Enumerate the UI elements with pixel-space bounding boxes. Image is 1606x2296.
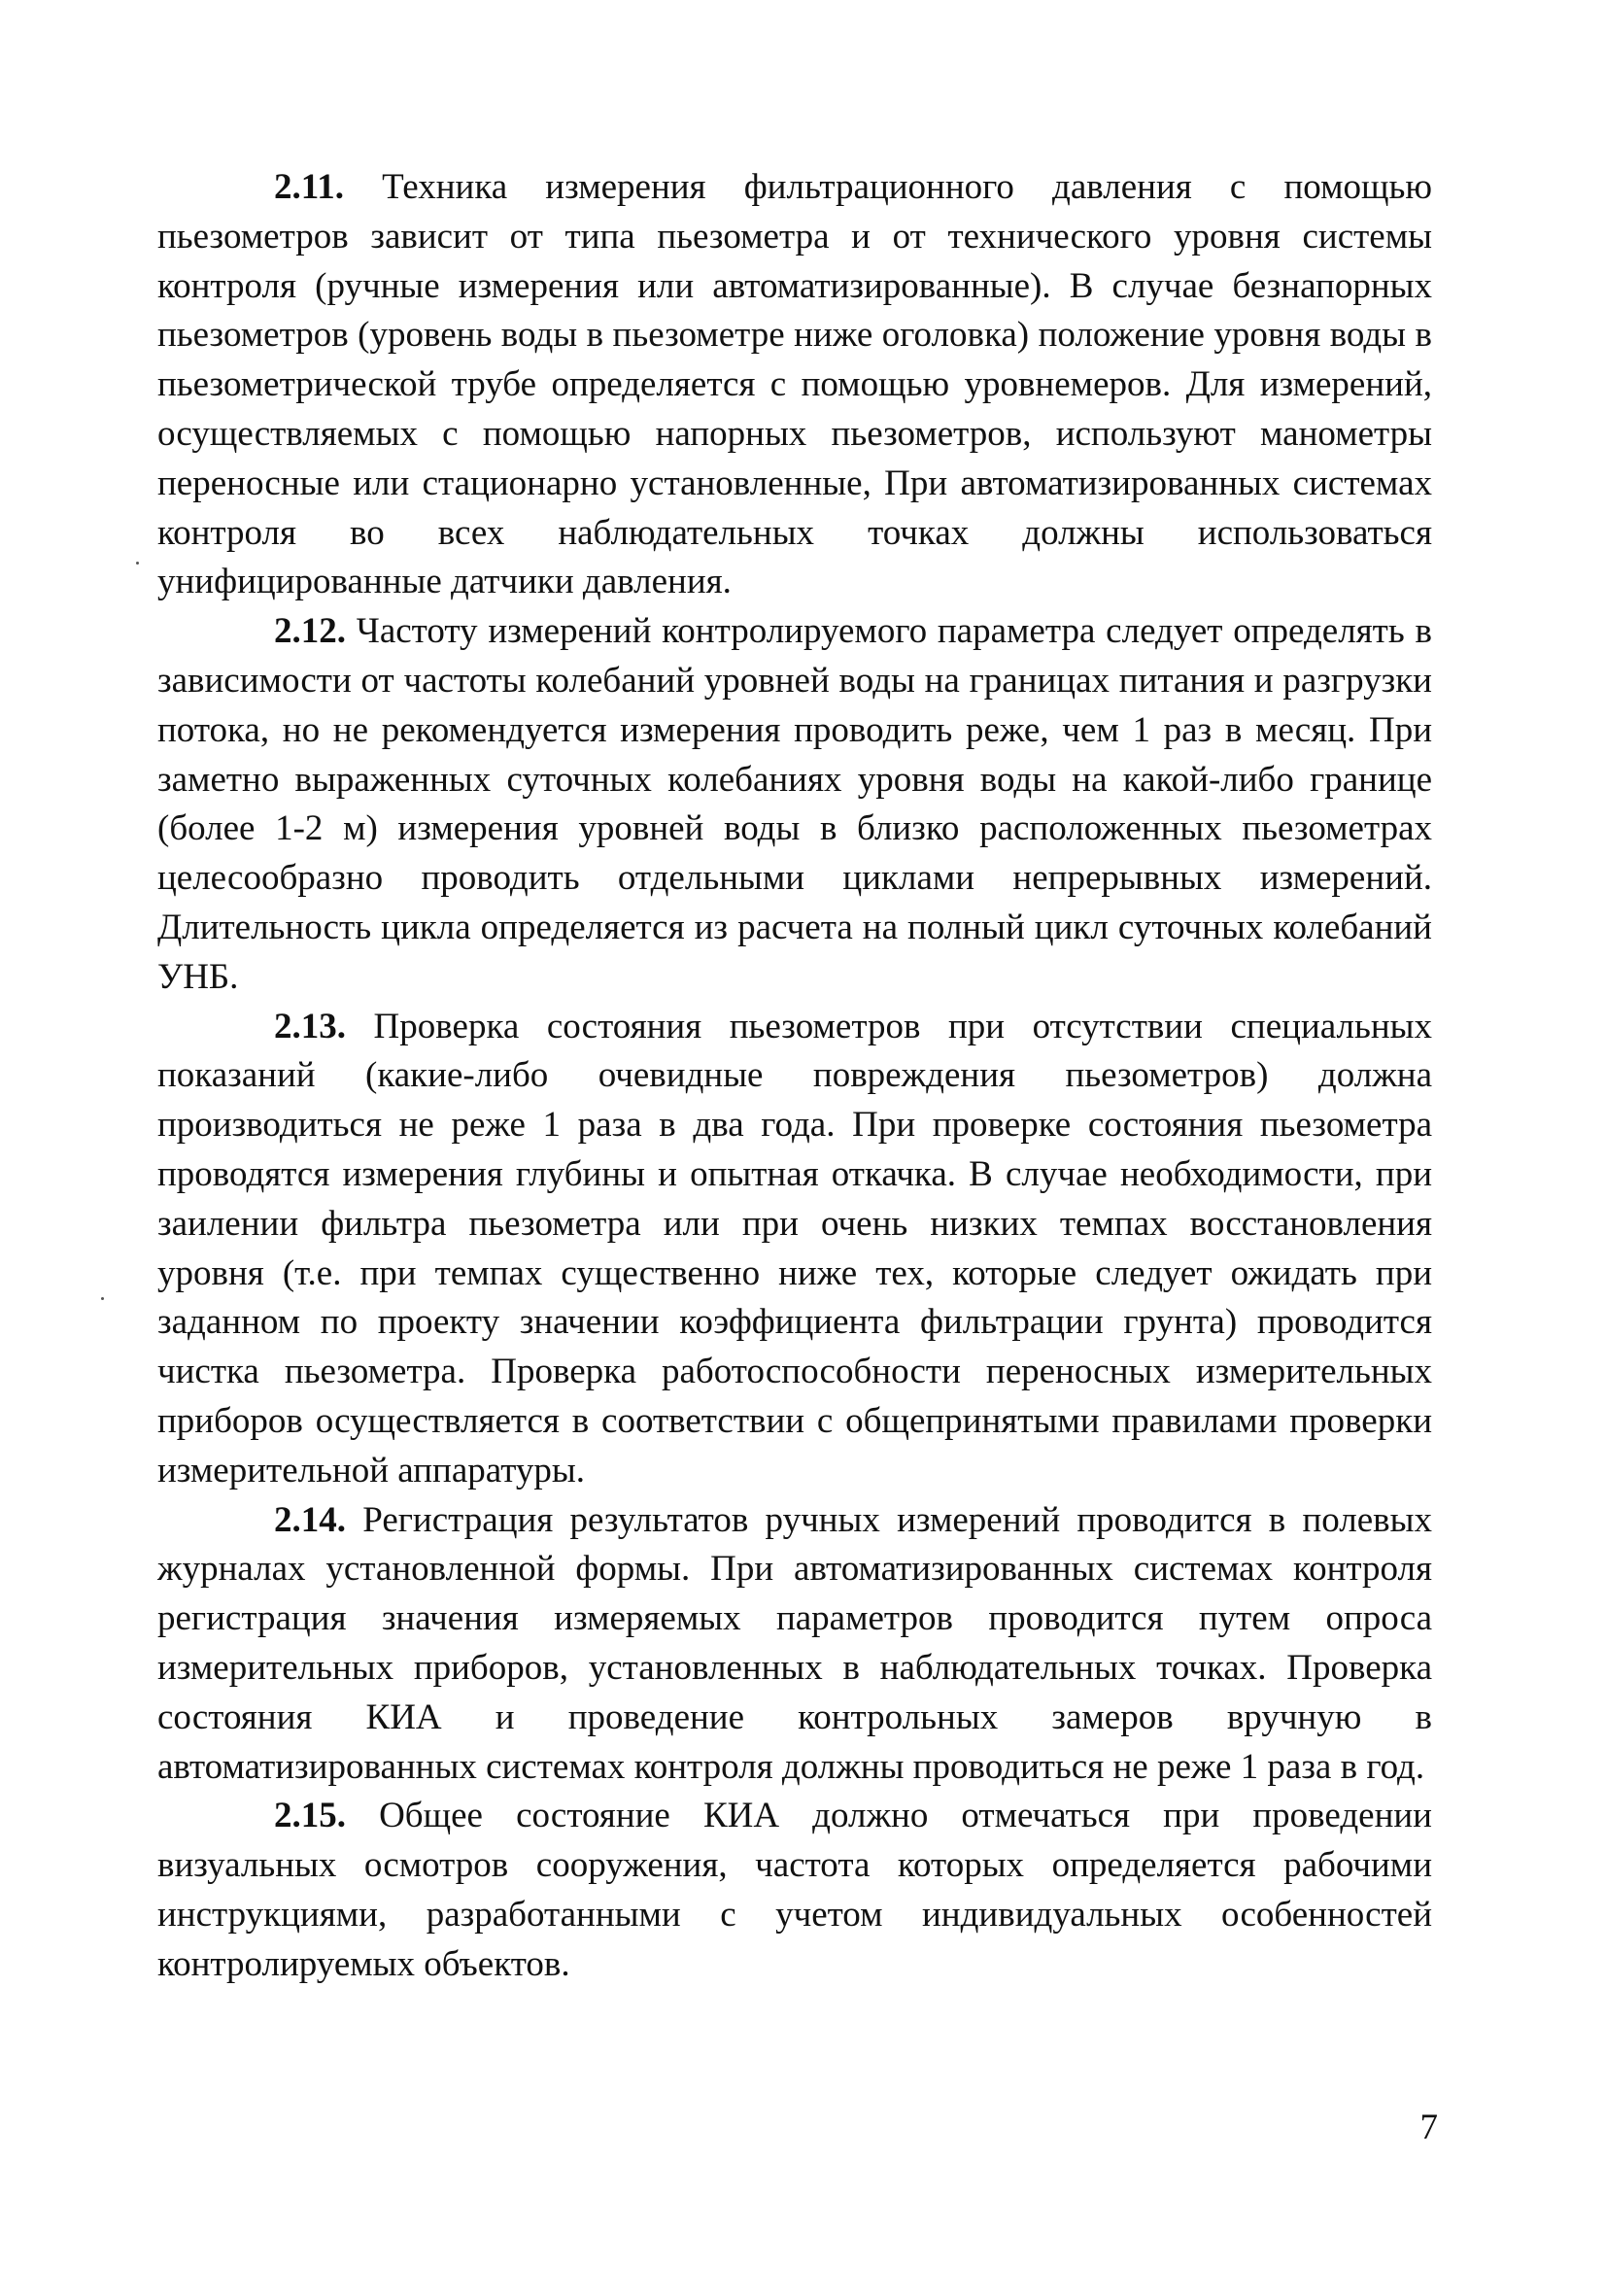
paragraph-2-15 xyxy=(157,1792,1432,1989)
page-number: 7 xyxy=(1419,2108,1438,2147)
paragraph-2-14 xyxy=(157,1496,1432,1793)
body-text xyxy=(157,163,1432,1989)
paragraph-text: Проверка состояния пьезометров при отсутствии специальных показаний (какие-либо очевидные повреждения пьезометров) должна производиться не реже 1 раза в два года. При проверке состояния пьезометра проводятся измерения глубины и опытная откачка. В случае необходимости, при заилении фильтра пьезометра или при очень низких темпах восстановления уровня (т.е. при темпах существенно ниже тех, которые следует ожидать при заданном по проекту значении коэффициента фильтрации грунта) проводится чистка пьезометра. Проверка работоспособности переносных измерительных приборов осуществляется в соответствии с общепринятыми правилами проверки измерительной аппаратуры. xyxy=(157,1006,1432,1491)
scan-speck xyxy=(136,562,139,565)
paragraph-number: 2.13. xyxy=(274,1006,346,1046)
paragraph-text: Техника измерения фильтрационного давления с помощью пьезометров зависит от типа пьезометра и от технического уровня системы контроля (ручные измерения или автоматизированные). В случае безнапорных пьезометров (уровень воды в пьезометре ниже оголовка) положение уровня воды в пьезометрической трубе определяется с помощью уровнемеров. Для измерений, осуществляемых с помощью напорных пьезометров, используют манометры переносные или стационарно установленные, При автоматизированных системах контроля во всех наблюдательных точках должны использоваться унифицированные датчики давления. xyxy=(157,167,1432,602)
paragraph-text: Регистрация результатов ручных измерений проводится в полевых журналах установленной формы. При автоматизированных системах контроля регистрация значения измеряемых параметров проводится путем опроса измерительных приборов, установленных в наблюдательных точках. Проверка состояния КИА и проведение контрольных замеров вручную в автоматизированных системах контроля должны проводиться не реже 1 раза в год. xyxy=(157,1499,1432,1787)
paragraph-text: Частоту измерений контролируемого параметра следует определять в зависимости от частоты колебаний уровней воды на границах питания и разгрузки потока, но не рекомендуется измерения проводить реже, чем 1 раз в месяц. При заметно выраженных суточных колебаниях уровня воды на какой-либо границе (более 1-2 м) измерения уровней воды в близко расположенных пьезометрах целесообразно проводить отдельными циклами непрерывных измерений. Длительность цикла определяется из расчета на полный цикл суточных колебаний УНБ. xyxy=(157,611,1432,997)
paragraph-2-13 xyxy=(157,1003,1432,1496)
paragraph-number: 2.14. xyxy=(274,1499,346,1540)
paragraph-text: Общее состояние КИА должно отмечаться при проведении визуальных осмотров сооружения, частота которых определяется рабочими инструкциями, разработанными с учетом индивидуальных особенностей контролируемых объектов. xyxy=(157,1796,1432,1984)
paragraph-2-11 xyxy=(157,163,1432,607)
paragraph-number: 2.12. xyxy=(274,611,346,652)
scan-speck xyxy=(101,1297,104,1300)
paragraph-2-12 xyxy=(157,607,1432,1002)
paragraph-number: 2.15. xyxy=(274,1796,346,1836)
paragraph-number: 2.11. xyxy=(274,167,344,207)
